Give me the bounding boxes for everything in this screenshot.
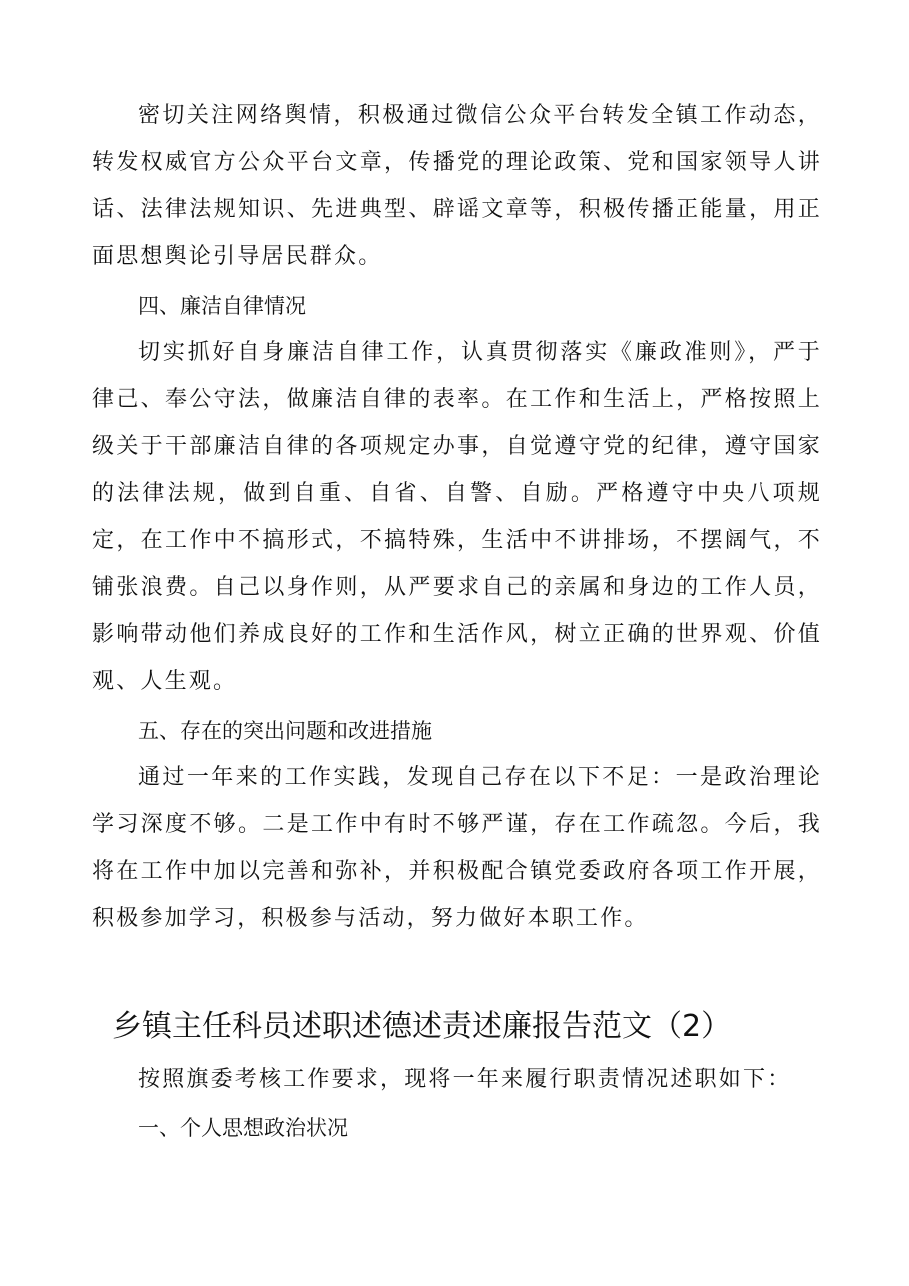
paragraph-problems: 通过一年来的工作实践，发现自己存在以下不足：一是政治理论学习深度不够。二是工作中有时不够严谨，存在工作疏忽。今后，我将在工作中加以完善和弥补，并积极配合镇党委政府各项工作开展，积极参加学习，积极参与活动，努力做好本职工作。 <box>92 765 822 931</box>
section-heading-ideology: 一、个人思想政治状况 <box>138 1116 348 1140</box>
document-title: 乡镇主任科员述职述德述责述廉报告范文（2） <box>112 1009 732 1044</box>
paragraph-public-opinion: 密切关注网络舆情，积极通过微信公众平台转发全镇工作动态，转发权威官方公众平台文章，传播党的理论政策、党和国家领导人讲话、法律法规知识、先进典型、辟谣文章等，积极传播正能量，用正面思想舆论引导居民群众。 <box>92 103 822 269</box>
paragraph-intro: 按照旗委考核工作要求，现将一年来履行职责情况述职如下： <box>138 1067 792 1092</box>
section-heading-problems: 五、存在的突出问题和改进措施 <box>138 719 432 743</box>
paragraph-integrity: 切实抓好自身廉洁自律工作，认真贯彻落实《廉政准则》，严于律己、奉公守法，做廉洁自律的表率。在工作和生活上，严格按照上级关于干部廉洁自律的各项规定办事，自觉遵守党的纪律，遵守国家的法律法规，做到自重、自省、自警、自励。严格遵守中央八项规定，在工作中不搞形式，不搞特殊，生活中不讲排场，不摆阔气，不铺张浪费。自己以身作则，从严要求自己的亲属和身边的工作人员，影响带动他们养成良好的工作和生活作风，树立正确的世界观、价值观、人生观。 <box>92 340 822 694</box>
section-heading-integrity: 四、廉洁自律情况 <box>138 294 306 318</box>
